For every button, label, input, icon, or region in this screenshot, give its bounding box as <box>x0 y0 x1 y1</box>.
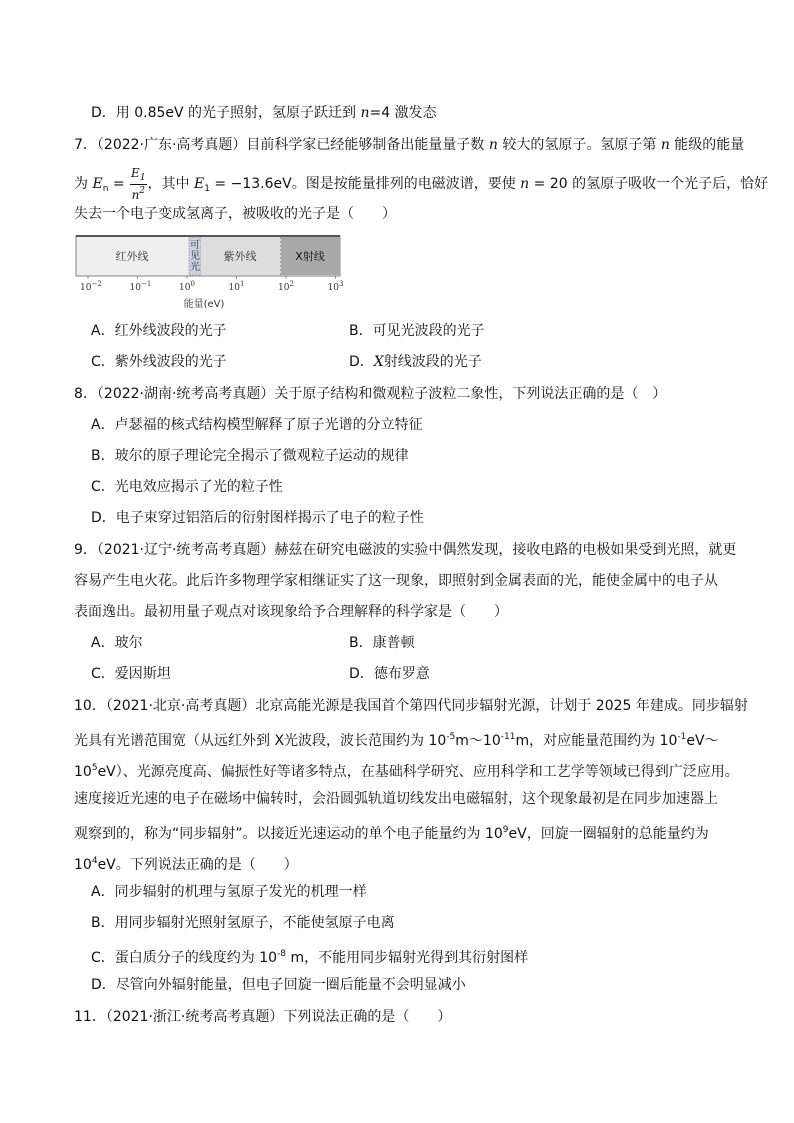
spectrum-tick-label: $10^2$ <box>278 280 294 293</box>
q8-option-c: C．光电效应揭示了光的粒子性 <box>91 479 283 495</box>
q10-stem-line5: 观察到的，称为“同步辐射”。以接近光速运动的单个电子能量约为 $10^9eV$，回旋一圈辐射的总能量约为 <box>74 825 709 842</box>
q10-option-d: D．尽管向外辐射能量，但电子回旋一圈后能量不会明显减小 <box>91 977 466 993</box>
q8-option-d: D．电子束穿过铝箔后的衍射图样揭示了电子的粒子性 <box>91 510 424 526</box>
q9-option-a: A．玻尔 <box>91 635 143 651</box>
q10-stem-line6: $10^4eV$。下列说法正确的是（ ） <box>74 856 298 873</box>
q10-stem-line3: $10^5eV$）、光源亮度高、偏振性好等诸多特点，在基础科学研究、应用科学和工艺学等领域已得到广泛应用。 <box>74 763 739 780</box>
q7-stem-line3: 失去一个电子变成氢离子，被吸收的光子是（ ） <box>74 206 396 222</box>
q7-option-a: A．红外线波段的光子 <box>91 323 227 339</box>
q10-option-b: B．用同步辐射光照射氢原子，不能使氢原子电离 <box>91 915 395 931</box>
q8-stem: 8．（2022·湖南·统考高考真题）关于原子结构和微观粒子波粒二象性，下列说法正确的是（ ） <box>74 386 667 402</box>
q7-stem-line1: 7．（2022·广东·高考真题）目前科学家已经能够制备出能量量子数 n 较大的氢原子。氢原子第 n 能级的能量 <box>74 137 745 153</box>
spectrum-axis-label: 能量(eV) <box>183 299 225 310</box>
q9-stem-line1: 9．（2021·辽宁·统考高考真题）赫兹在研究电磁波的实验中偶然发现，接收电路的电极如果受到光照，就更 <box>74 542 737 558</box>
q11-stem: 11．（2021·浙江·统考高考真题）下列说法正确的是（ ） <box>74 1009 452 1025</box>
em-spectrum-figure <box>68 230 348 312</box>
band-label-visible-3: 光 <box>190 262 200 273</box>
q8-option-a: A．卢瑟福的核式结构模型解释了原子光谱的分立特征 <box>91 417 423 433</box>
q9-option-b: B．康普顿 <box>349 635 415 651</box>
spectrum-axis-ticks <box>80 276 343 293</box>
q7-stem-line2: 为 $E_n$ = $\frac{E_1}{n^2}$ ，其中 $E_1 = -13.6eV$。图是按能量排列的电磁波谱，要使 n = 20 的氢原子吸收一个光子后，恰好 <box>74 166 769 202</box>
spectrum-tick-label: $10^{-2}$ <box>80 280 102 293</box>
q10-stem-line1: 10．（2021·北京·高考真题）北京高能光源是我国首个第四代同步辐射光源，计划于 2025 年建成。同步辐射 <box>74 698 748 714</box>
q10-stem-line4: 速度接近光速的电子在磁场中偏转时，会沿圆弧轨道切线发出电磁辐射，这个现象最初是在同步加速器上 <box>74 791 718 807</box>
q10-option-c: C．蛋白质分子的线度约为 $10^{-8}$ m，不能用同步辐射光得到其衍射图样 <box>91 949 529 966</box>
q7-option-d: D．X射线波段的光子 <box>349 354 482 370</box>
q7-option-c: C．紫外线波段的光子 <box>91 354 227 370</box>
spectrum-tick-label: $10^{-1}$ <box>129 280 152 293</box>
band-label-ultraviolet: 紫外线 <box>223 250 257 263</box>
spectrum-tick-label: $10^3$ <box>327 280 344 293</box>
band-label-xray: X射线 <box>295 250 325 263</box>
q10-stem-line2: 光具有光谱范围宽（从远红外到 X光波段，波长范围约为 $10^{-5}m\sim 10^{-11}m$，对应能量范围约为 $10^{-1}eV\sim$ <box>74 732 719 749</box>
q9-option-c: C．爱因斯坦 <box>91 666 171 682</box>
band-label-infrared: 红外线 <box>115 250 149 263</box>
q8-option-b: B．玻尔的原子理论完全揭示了微观粒子运动的规律 <box>91 448 409 464</box>
q7-option-b: B．可见光波段的光子 <box>349 323 485 339</box>
band-label-visible-1: 可 <box>190 240 200 251</box>
q9-option-d: D．德布罗意 <box>349 666 430 682</box>
q6-option-d: D．用 0.85eV 的光子照射，氢原子跃迁到 n=4 激发态 <box>91 105 437 121</box>
spectrum-tick-label: $10^0$ <box>179 280 195 293</box>
energy-formula-fraction: $\frac{E_1}{n^2}$ <box>131 166 146 202</box>
q9-stem-line3: 表面逸出。最初用量子观点对该现象给予合理解释的科学家是（ ） <box>74 604 508 620</box>
q9-stem-line2: 容易产生电火花。此后许多物理学家相继证实了这一现象，即照射到金属表面的光，能使金属中的电子从 <box>74 573 718 589</box>
q10-option-a: A．同步辐射的机理与氢原子发光的机理一样 <box>91 884 367 900</box>
band-label-visible-2: 见 <box>190 251 200 262</box>
spectrum-tick-label: $10^1$ <box>228 280 245 293</box>
